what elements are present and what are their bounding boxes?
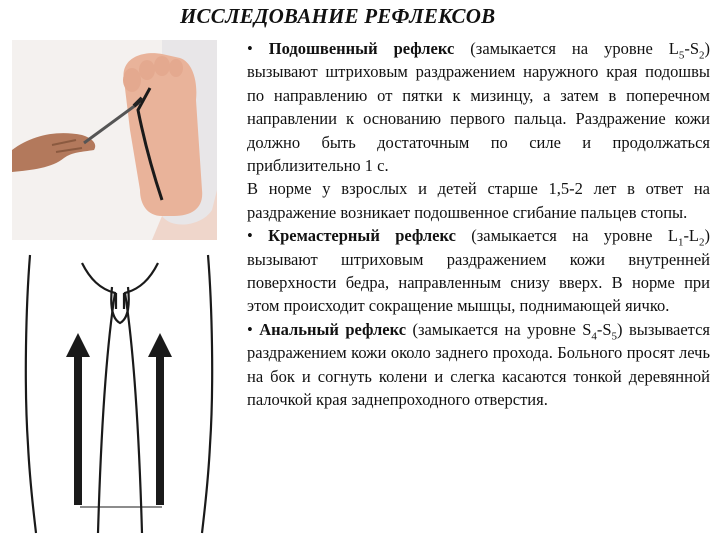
bullet: • xyxy=(247,319,253,339)
text-run: ) вызывают штриховым раздражением наружного края подошвы по направлению от пятки к мизинцу, а затем в поперечном направлении к основанию первого пальца. Раздражение кожи должно быть достаточным по силе и продолжаться приблизительно 1 с. xyxy=(247,39,711,176)
bullet: • xyxy=(247,39,253,58)
plantar-reflex-photo xyxy=(12,40,217,240)
cremaster-reflex-paragraph xyxy=(247,224,710,318)
subscript: 4 xyxy=(591,330,597,343)
text-run: (замыкается на уровне S xyxy=(406,319,592,339)
text-run: -L xyxy=(683,226,700,246)
page-title: ИССЛЕДОВАНИЕ РЕФЛЕКСОВ xyxy=(180,4,496,28)
text-run: ) вызывают штриховым раздражением кожи внутренней поверхности бедра, направленным снизу вверх. В норме при этом происходит сокращение мышцы, поднимающей яичко. xyxy=(247,226,711,316)
subscript: 5 xyxy=(611,330,618,343)
plantar-reflex-paragraph xyxy=(247,37,710,177)
text-run: -S xyxy=(596,319,612,339)
anal-reflex-paragraph xyxy=(247,318,710,412)
cremaster-reflex-diagram xyxy=(20,245,230,535)
subscript: 2 xyxy=(699,49,705,62)
text-run: (замыкается на уровне L xyxy=(455,226,678,246)
bullet: • xyxy=(247,226,253,246)
text-run: -S xyxy=(684,39,700,58)
plantar-reflex-name: Подошвенный рефлекс xyxy=(268,39,455,58)
text-run: (замыкается на уровне L xyxy=(454,39,679,58)
cremaster-reflex-name: Кремастерный рефлекс xyxy=(268,226,456,246)
subscript: 1 xyxy=(677,236,684,249)
subscript: 5 xyxy=(678,49,685,62)
subscript: 2 xyxy=(699,236,705,249)
norm-paragraph: В норме у взрослых и детей старше 1,5-2 лет в ответ на раздражение возникает подошвенное сгибание пальцев стопы. xyxy=(247,179,710,222)
reflex-description xyxy=(247,37,710,412)
text-run: ) вызывается раздражением кожи около заднего прохода. Больного просят лечь на бок и согнуть колени и слегка касаются тонкой деревянной палочкой края заднепроходного отверстия. xyxy=(247,319,710,410)
anal-reflex-name: Анальный рефлекс xyxy=(259,319,407,339)
